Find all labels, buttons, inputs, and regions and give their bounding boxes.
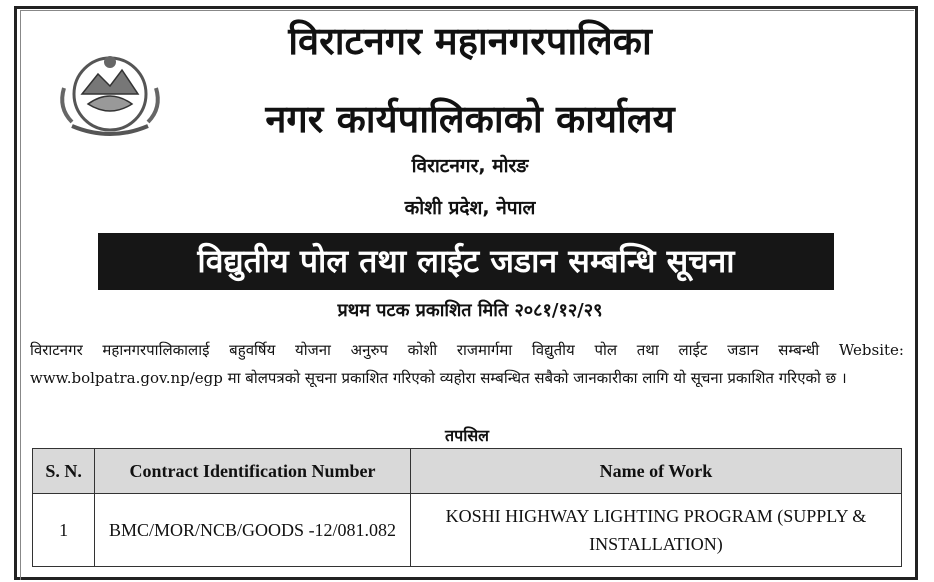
address-city: विराटनगर, मोरङ — [411, 155, 529, 177]
cell-work-name: KOSHI HIGHWAY LIGHTING PROGRAM (SUPPLY & INSTALLATION) — [410, 494, 901, 567]
header-sn: S. N. — [33, 449, 95, 494]
cell-sn: 1 — [33, 494, 95, 567]
header-work-name: Name of Work — [410, 449, 901, 494]
address-province: कोशी प्रदेश, नेपाल — [404, 197, 536, 219]
header-contract-id: Contract Identification Number — [95, 449, 411, 494]
cell-contract-id: BMC/MOR/NCB/GOODS -12/081.082 — [95, 494, 411, 567]
table-title: तपसिल — [444, 426, 490, 445]
notice-heading: विद्युतीय पोल तथा लाईट जडान सम्बन्धि सूचना — [98, 233, 834, 290]
table-row — [33, 494, 902, 567]
table-header-row — [33, 449, 902, 494]
published-date: प्रथम पटक प्रकाशित मिति २०८१/१२/२९ — [337, 300, 603, 321]
office-name: विराटनगर महानगरपालिका — [288, 19, 652, 63]
office-subtitle: नगर कार्यपालिकाको कार्यालय — [265, 97, 675, 141]
nepal-government-emblem-icon — [54, 48, 166, 144]
contract-table — [32, 448, 902, 567]
notice-body: विराटनगर महानगरपालिकालाई बहुवर्षिय योजना अनुरुप कोशी राजमार्गमा विद्युतीय पोल तथा लाईट जडान सम्बन्धी Website: www.bolpatra.gov.np/egp मा बोलपत्रको सूचना प्रकाशित गरिएको व्यहोरा सम्बन्धित सबैको जानकारीका लागि यो सूचना प्रकाशित गरिएको छ । — [30, 341, 904, 387]
